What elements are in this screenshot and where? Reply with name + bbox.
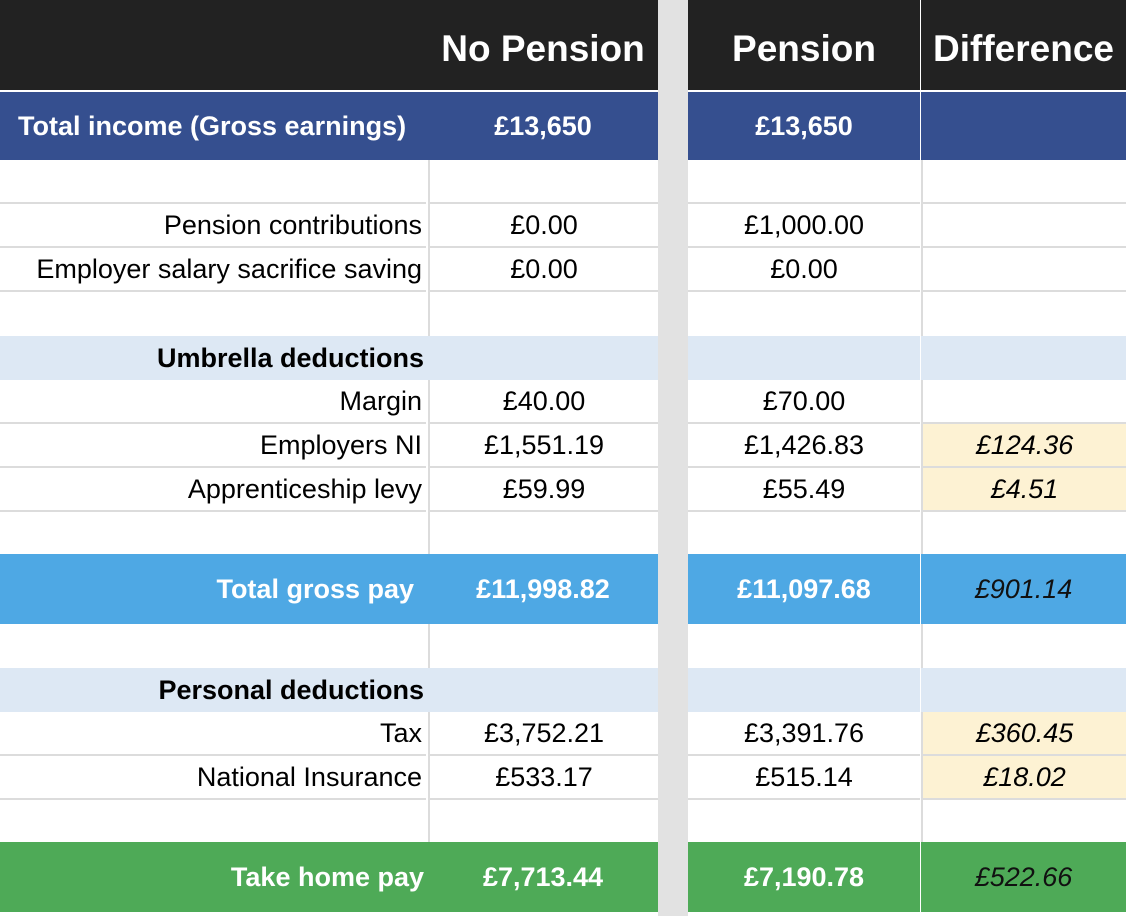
blank-cell — [921, 160, 1126, 204]
tax-difference: £360.45 — [921, 712, 1126, 756]
blank-cell — [0, 800, 426, 842]
blank-cell — [688, 160, 920, 204]
blank-cell — [688, 292, 920, 336]
pension-contributions-row — [0, 204, 1126, 248]
employers-ni-label: Employers NI — [0, 424, 426, 468]
header-difference: Difference — [921, 0, 1126, 90]
take-home-pay-row — [0, 842, 1126, 912]
salary-sacrifice-label: Employer salary sacrifice saving — [0, 248, 426, 292]
total-gross-pay-no-pension: £11,998.82 — [428, 554, 658, 624]
blank-cell — [921, 800, 1126, 842]
section-cell — [428, 336, 658, 380]
tax-label: Tax — [0, 712, 426, 756]
blank-cell — [0, 160, 426, 204]
national-insurance-label: National Insurance — [0, 756, 426, 800]
blank-cell — [688, 512, 920, 554]
blank-cell — [428, 512, 658, 554]
section-cell — [688, 668, 920, 712]
margin-label: Margin — [0, 380, 426, 424]
personal-deductions-section — [0, 668, 1126, 712]
blank-cell — [921, 512, 1126, 554]
blank-cell — [428, 800, 658, 842]
blank-row — [0, 292, 1126, 336]
blank-cell — [921, 292, 1126, 336]
section-cell — [921, 336, 1126, 380]
blank-cell — [0, 512, 426, 554]
pension-contributions-difference — [921, 204, 1126, 248]
national-insurance-no-pension: £533.17 — [428, 756, 658, 800]
salary-sacrifice-pension: £0.00 — [688, 248, 920, 292]
employers-ni-row — [0, 424, 1126, 468]
national-insurance-difference: £18.02 — [921, 756, 1126, 800]
total-gross-pay-row — [0, 554, 1126, 624]
total-gross-pay-pension: £11,097.68 — [688, 554, 920, 624]
blank-cell — [688, 624, 920, 668]
pension-contributions-no-pension: £0.00 — [428, 204, 658, 248]
take-home-pay-difference: £522.66 — [921, 842, 1126, 912]
take-home-pay-pension: £7,190.78 — [688, 842, 920, 912]
header-blank-cell — [0, 0, 428, 90]
margin-difference — [921, 380, 1126, 424]
total-gross-pay-difference: £901.14 — [921, 554, 1126, 624]
blank-cell — [428, 292, 658, 336]
blank-row — [0, 624, 1126, 668]
margin-no-pension: £40.00 — [428, 380, 658, 424]
tax-pension: £3,391.76 — [688, 712, 920, 756]
apprenticeship-levy-no-pension: £59.99 — [428, 468, 658, 512]
total-income-row — [0, 92, 1126, 160]
blank-cell — [0, 624, 426, 668]
employers-ni-difference: £124.36 — [921, 424, 1126, 468]
take-home-pay-label: Take home pay — [0, 842, 428, 912]
blank-row — [0, 160, 1126, 204]
total-income-pension: £13,650 — [688, 92, 920, 160]
umbrella-deductions-label: Umbrella deductions — [0, 336, 428, 380]
salary-sacrifice-no-pension: £0.00 — [428, 248, 658, 292]
apprenticeship-levy-row — [0, 468, 1126, 512]
blank-cell — [428, 160, 658, 204]
section-cell — [688, 336, 920, 380]
personal-deductions-label: Personal deductions — [0, 668, 428, 712]
salary-sacrifice-row — [0, 248, 1126, 292]
margin-row — [0, 380, 1126, 424]
header-no-pension: No Pension — [428, 0, 658, 90]
tax-row — [0, 712, 1126, 756]
salary-sacrifice-difference — [921, 248, 1126, 292]
column-separator — [658, 0, 688, 916]
employers-ni-pension: £1,426.83 — [688, 424, 920, 468]
blank-row — [0, 800, 1126, 842]
national-insurance-row — [0, 756, 1126, 800]
pension-contributions-label: Pension contributions — [0, 204, 426, 248]
blank-cell — [428, 624, 658, 668]
total-income-no-pension: £13,650 — [428, 92, 658, 160]
blank-cell — [0, 292, 426, 336]
margin-pension: £70.00 — [688, 380, 920, 424]
total-income-label: Total income (Gross earnings) — [0, 92, 428, 160]
total-income-difference — [921, 92, 1126, 160]
apprenticeship-levy-difference: £4.51 — [921, 468, 1126, 512]
section-cell — [921, 668, 1126, 712]
umbrella-deductions-section — [0, 336, 1126, 380]
tax-no-pension: £3,752.21 — [428, 712, 658, 756]
apprenticeship-levy-pension: £55.49 — [688, 468, 920, 512]
pension-contributions-pension: £1,000.00 — [688, 204, 920, 248]
blank-cell — [688, 800, 920, 842]
take-home-pay-no-pension: £7,713.44 — [428, 842, 658, 912]
blank-cell — [921, 624, 1126, 668]
blank-row — [0, 512, 1126, 554]
apprenticeship-levy-label: Apprenticeship levy — [0, 468, 426, 512]
header-pension: Pension — [688, 0, 920, 90]
total-gross-pay-label: Total gross pay — [0, 554, 428, 624]
employers-ni-no-pension: £1,551.19 — [428, 424, 658, 468]
section-cell — [428, 668, 658, 712]
national-insurance-pension: £515.14 — [688, 756, 920, 800]
header-row — [0, 0, 1126, 90]
